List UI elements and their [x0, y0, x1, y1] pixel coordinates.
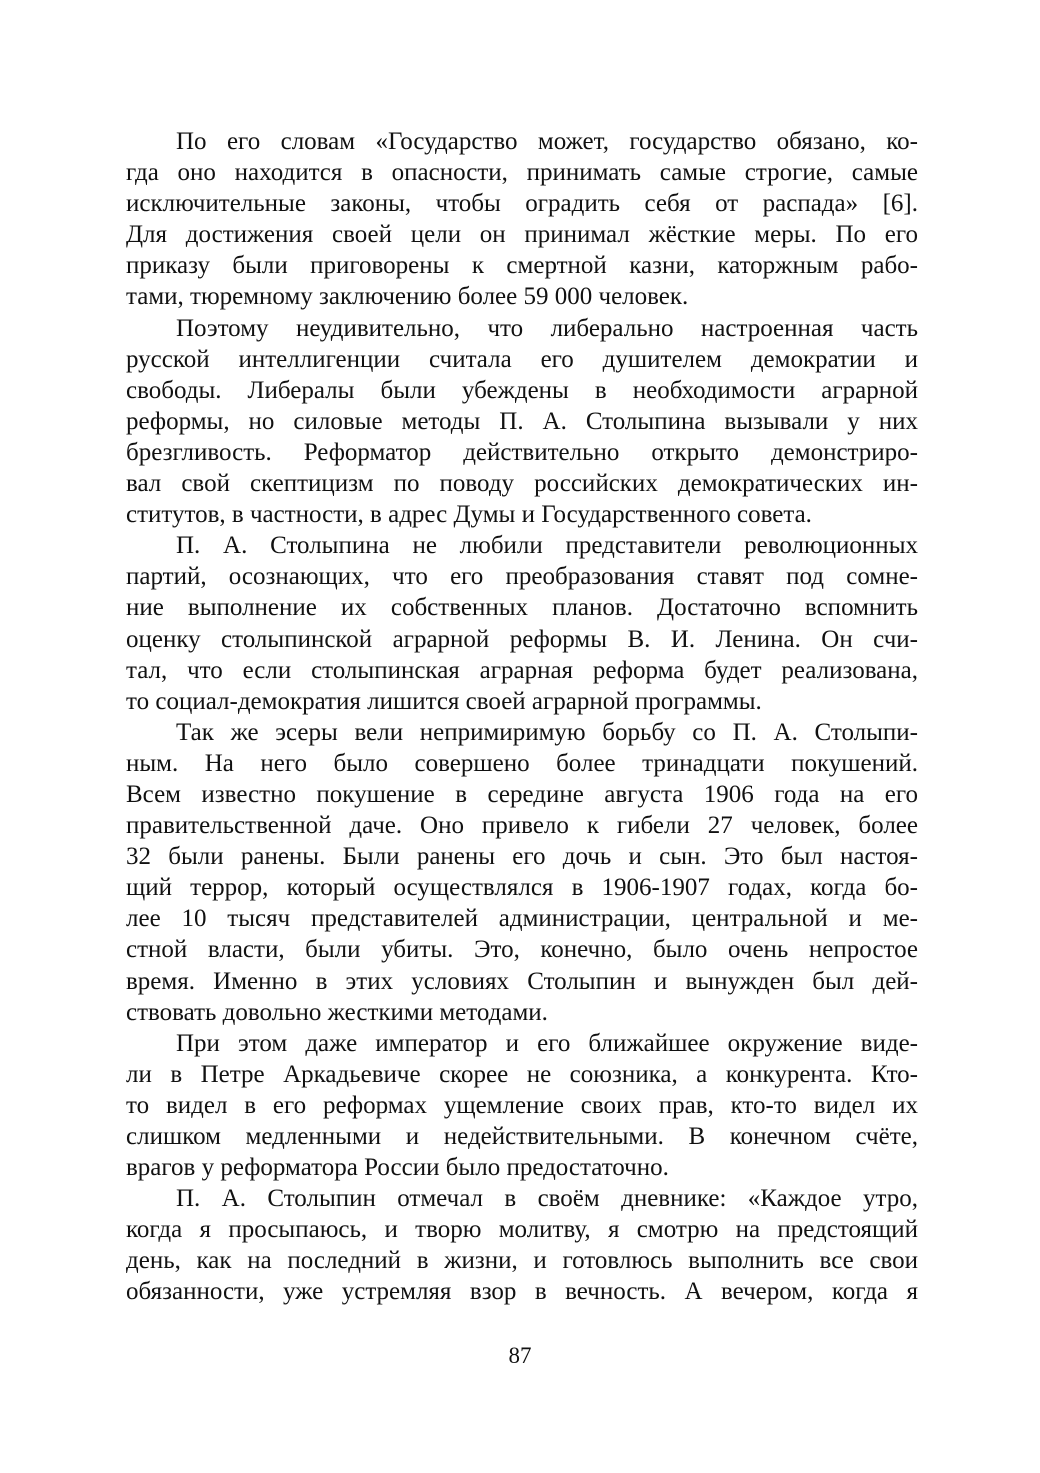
text-line: слишком медленными и недействительными. В конечном счёте,: [126, 1123, 918, 1150]
text-line: тами, тюремному заключению более 59 000 человек.: [126, 283, 689, 311]
text-line: стной власти, были убиты. Это, конечно, было очень непростое: [126, 936, 918, 964]
paragraph: [126, 313, 918, 531]
text-line: партий, осознающих, что его преобразования ставят под сомне-: [126, 563, 918, 591]
text-line: приказу были приговорены к смертной казни, каторжным рабо-: [126, 252, 918, 280]
text-line: обязанности, уже устремляя взор в вечность. А вечером, когда я: [126, 1278, 918, 1306]
text-line: брезгливость. Реформатор действительно открыто демонстриро-: [126, 438, 918, 466]
text-line: вал свой скептицизм по поводу российских демократических ин-: [126, 470, 918, 498]
text-line: оценку столыпинской аграрной реформы В. И. Ленина. Он счи-: [126, 625, 918, 653]
text-line: При этом даже император и его ближайшее окружение виде-: [176, 1029, 918, 1057]
text-line: По его словам «Государство может, государство обязано, ко-: [176, 128, 918, 155]
text-line: 32 были ранены. Были ранены его дочь и сын. Это был настоя-: [126, 843, 918, 871]
text-line: П. А. Столыпин отмечал в своём дневнике: «Каждое утро,: [176, 1185, 918, 1213]
text-line: тал, что если столыпинская аграрная реформа будет реализована,: [126, 656, 918, 684]
text-line: гда оно находится в опасности, принимать самые строгие, самые: [126, 159, 918, 187]
text-line: щий террор, который осуществлялся в 1906-1907 годах, когда бо-: [126, 874, 918, 902]
text-line: время. Именно в этих условиях Столыпин и вынужден был дей-: [126, 967, 918, 995]
paragraph: [126, 126, 918, 313]
text-line: исключительные законы, чтобы оградить себя от распада» [6].: [126, 190, 918, 218]
text-line: ствовать довольно жесткими методами.: [126, 998, 548, 1026]
paragraph: [126, 717, 918, 1028]
text-line: лее 10 тысяч представителей администрации, центральной и ме-: [126, 905, 918, 933]
text-line: ли в Петре Аркадьевиче скорее не союзника, а конкурента. Кто-: [126, 1060, 918, 1088]
text-line: правительственной даче. Оно привело к гибели 27 человек, более: [126, 812, 918, 840]
text-line: П. А. Столыпина не любили представители революционных: [176, 532, 918, 560]
text-line: то видел в его реформах ущемление своих прав, кто-то видел их: [126, 1091, 918, 1119]
text-line: то социал-демократия лишится своей аграрной программы.: [126, 687, 762, 715]
text-line: Для достижения своей цели он принимал жёсткие меры. По его: [126, 221, 918, 249]
text-line: Так же эсеры вели непримиримую борьбу со П. А. Столыпи-: [176, 718, 918, 746]
page-number: 87: [508, 1343, 532, 1368]
text-line: ние выполнение их собственных планов. Достаточно вспомнить: [126, 594, 918, 622]
text-line: реформы, но силовые методы П. А. Столыпина вызывали у них: [126, 407, 918, 435]
text-line: ным. На него было совершено более тринадцати покушений.: [126, 749, 918, 777]
text-line: день, как на последний в жизни, и готовлюсь выполнить все свои: [126, 1247, 918, 1275]
text-line: врагов у реформатора России было предостаточно.: [126, 1154, 669, 1182]
text-line: Поэтому неудивительно, что либерально настроенная часть: [176, 314, 918, 342]
paragraph: [126, 530, 918, 717]
text-line: ститутов, в частности, в адрес Думы и Государственного совета.: [126, 501, 812, 529]
paragraph: [126, 1028, 918, 1183]
text-line: Всем известно покушение в середине августа 1906 года на его: [126, 780, 918, 808]
text-line: русской интеллигенции считала его душителем демократии и: [126, 345, 918, 373]
paragraph: [126, 1183, 918, 1307]
page-body: [126, 126, 918, 1308]
text-line: свободы. Либералы были убеждены в необходимости аграрной: [126, 376, 918, 404]
text-line: когда я просыпаюсь, и творю молитву, я смотрю на предстоящий: [126, 1216, 918, 1244]
